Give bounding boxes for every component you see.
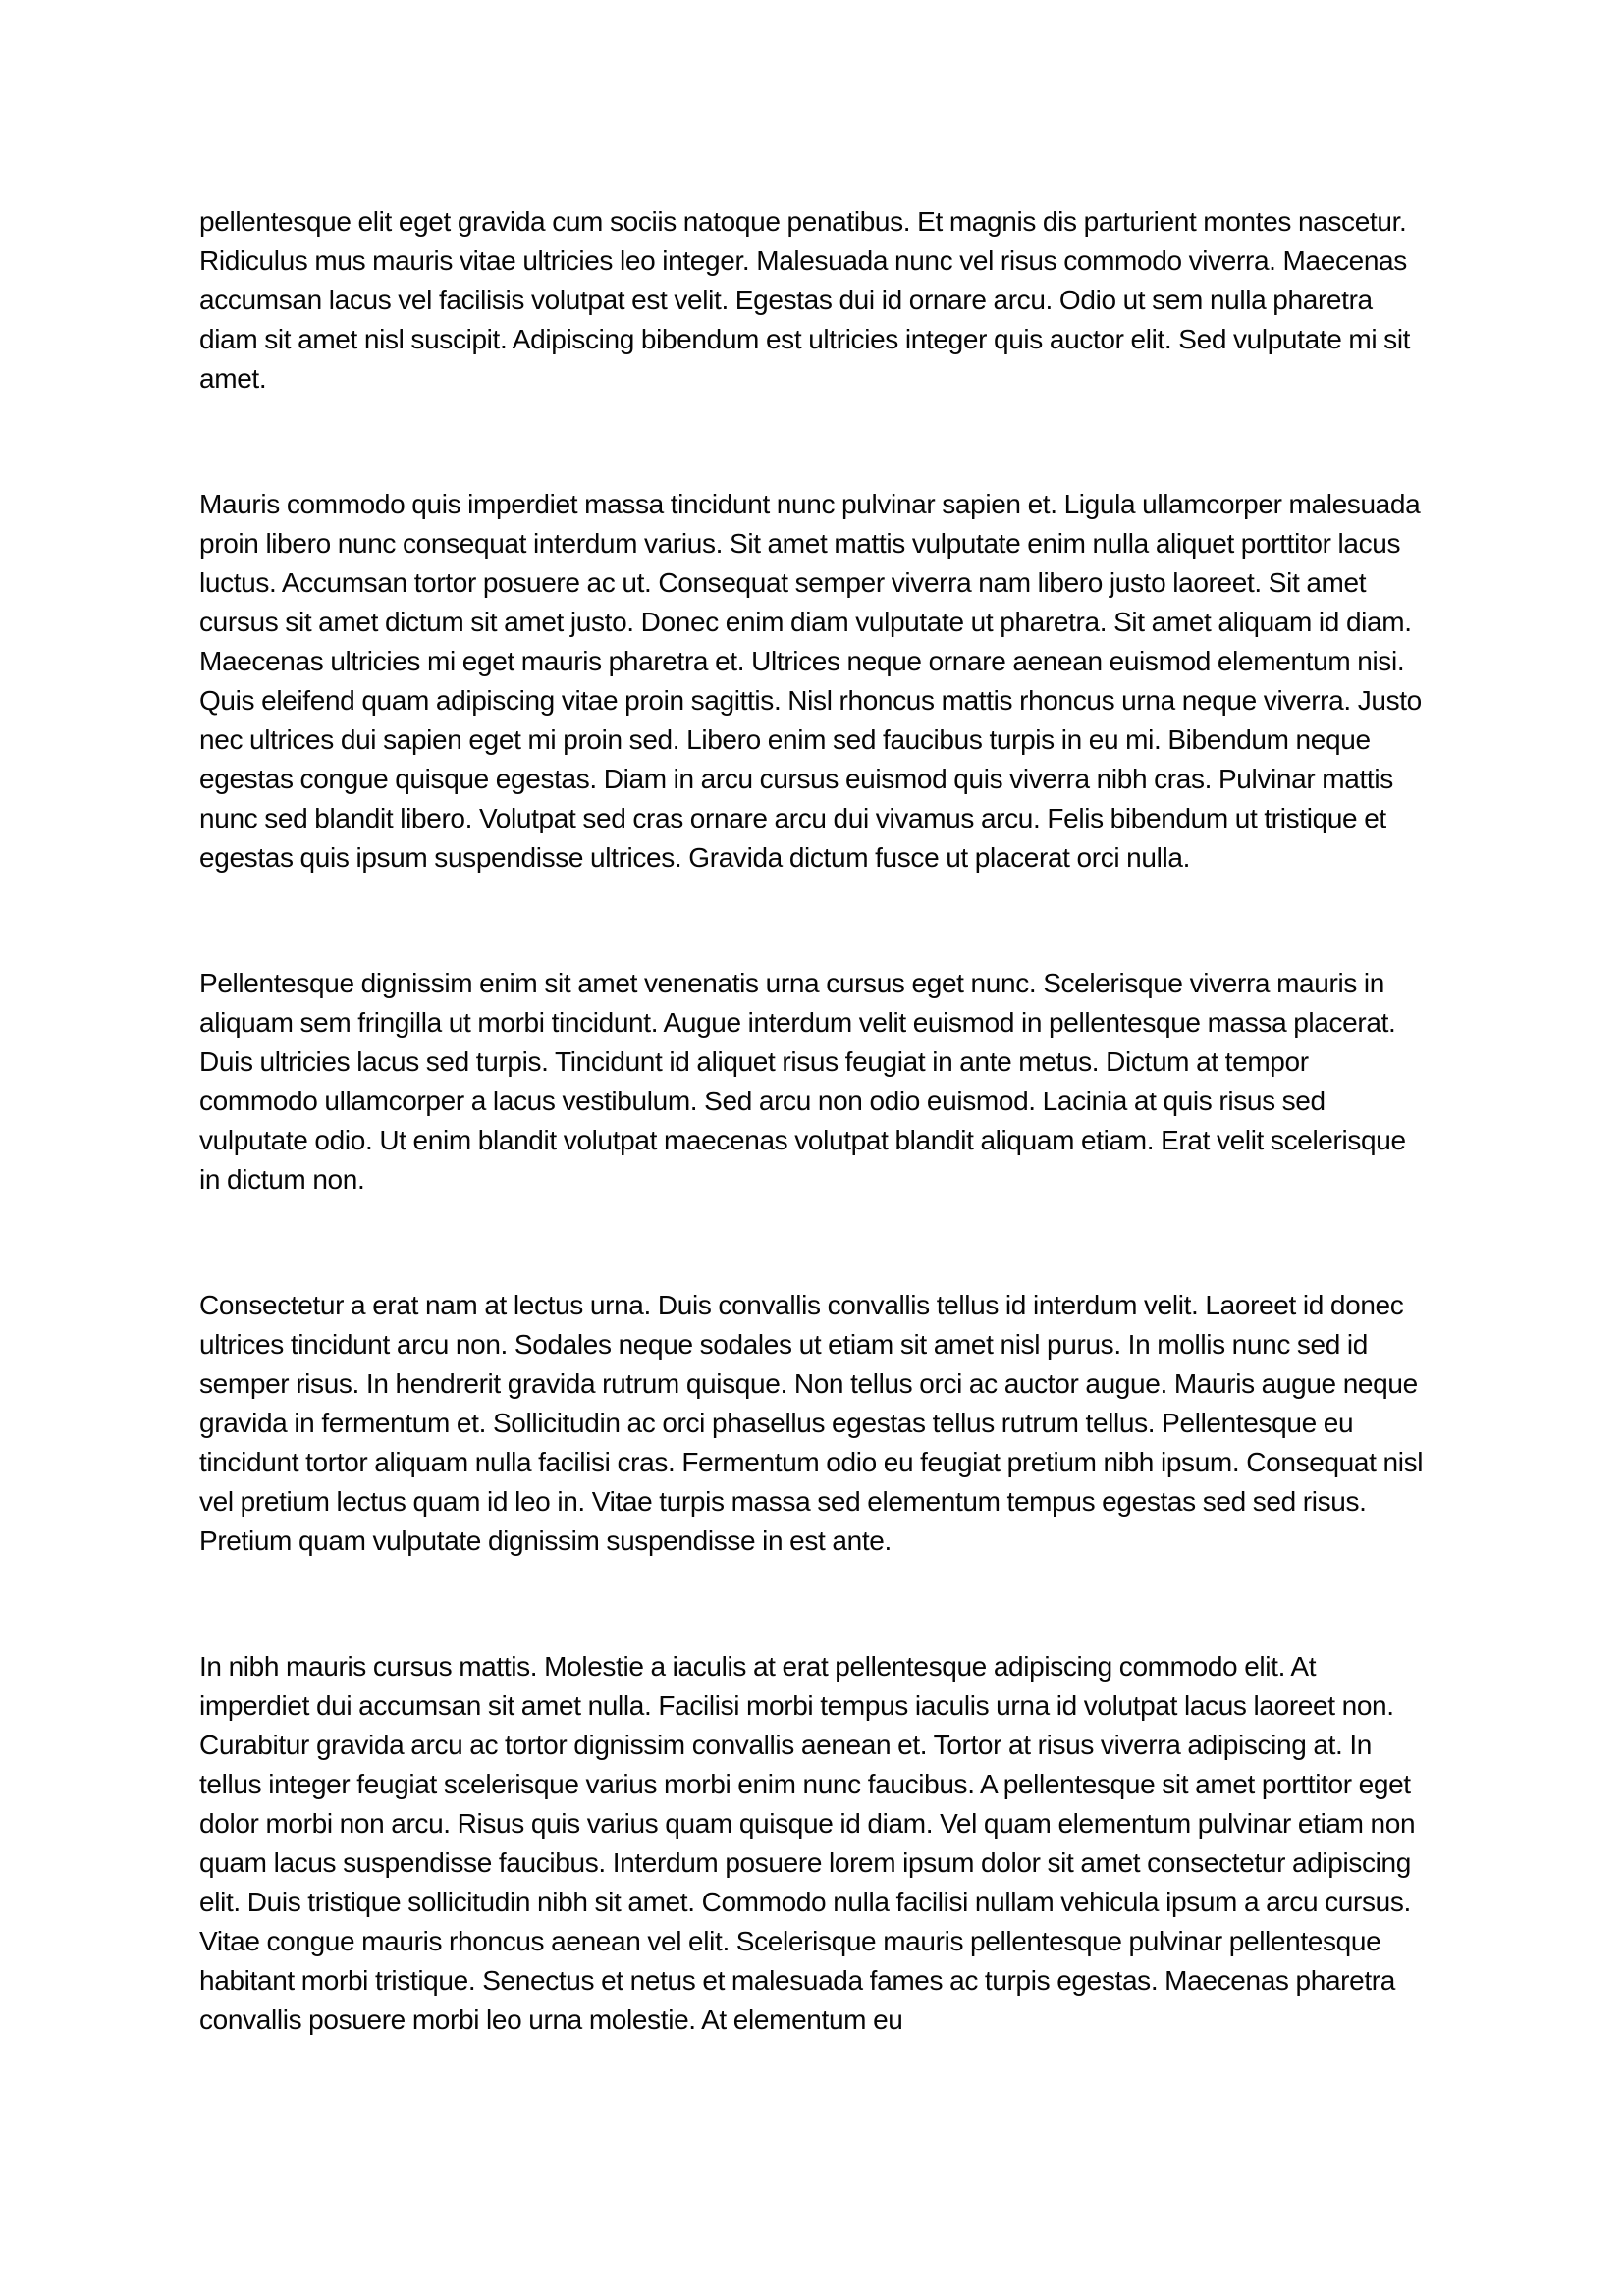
paragraph-4: Consectetur a erat nam at lectus urna. Duis convallis convallis tellus id interdum velit. Laoreet id donec ultrices tincidunt arcu non. Sodales neque sodales ut etiam sit amet nisl purus. In mollis nunc sed id semper risus. In hendrerit gravida rutrum quisque. Non tellus orci ac auctor augue. Mauris augue neque gravida in fermentum et. Sollicitudin ac orci phasellus egestas tellus rutrum tellus. Pellentesque eu tincidunt tortor aliquam nulla facilisi cras. Fermentum odio eu feugiat pretium nibh ipsum. Consequat nisl vel pretium lectus quam id leo in. Vitae turpis massa sed elementum tempus egestas sed sed risus. Pretium quam vulputate dignissim suspendisse in est ante.	[199, 1290, 1424, 1556]
paragraph-1: pellentesque elit eget gravida cum sociis natoque penatibus. Et magnis dis parturient montes nascetur. Ridiculus mus mauris vitae ultricies leo integer. Malesuada nunc vel risus commodo viverra. Maecenas accumsan lacus vel facilisis volutpat est velit. Egestas dui id ornare arcu. Odio ut sem nulla pharetra diam sit amet nisl suscipit. Adipiscing bibendum est ultricies integer quis auctor elit. Sed vulputate mi sit amet.	[199, 206, 1411, 394]
paragraph-5: In nibh mauris cursus mattis. Molestie a iaculis at erat pellentesque adipiscing commodo elit. At imperdiet dui accumsan sit amet nulla. Facilisi morbi tempus iaculis urna id volutpat lacus laoreet non. Curabitur gravida arcu ac tortor dignissim convallis aenean et. Tortor at risus viverra adipiscing at. In tellus integer feugiat scelerisque varius morbi enim nunc faucibus. A pellentesque sit amet porttitor eget dolor morbi non arcu. Risus quis varius quam quisque id diam. Vel quam elementum pulvinar etiam non quam lacus suspendisse faucibus. Interdum posuere lorem ipsum dolor sit amet consectetur adipiscing elit. Duis tristique sollicitudin nibh sit amet. Commodo nulla facilisi nullam vehicula ipsum a arcu cursus. Vitae congue mauris rhoncus aenean vel elit. Scelerisque mauris pellentesque pulvinar pellentesque habitant morbi tristique. Senectus et netus et malesuada fames ac turpis egestas. Maecenas pharetra convallis posuere morbi leo urna molestie. At elementum eu	[199, 1651, 1416, 2035]
document-text-area	[199, 202, 1428, 2040]
paragraph-3: Pellentesque dignissim enim sit amet venenatis urna cursus eget nunc. Scelerisque viverra mauris in aliquam sem fringilla ut morbi tincidunt. Augue interdum velit euismod in pellentesque massa placerat. Duis ultricies lacus sed turpis. Tincidunt id aliquet risus feugiat in ante metus. Dictum at tempor commodo ullamcorper a lacus vestibulum. Sed arcu non odio euismod. Lacinia at quis risus sed vulputate odio. Ut enim blandit volutpat maecenas volutpat blandit aliquam etiam. Erat velit scelerisque in dictum non.	[199, 968, 1406, 1195]
paragraph-2: Mauris commodo quis imperdiet massa tincidunt nunc pulvinar sapien et. Ligula ullamcorper malesuada proin libero nunc consequat interdum varius. Sit amet mattis vulputate enim nulla aliquet porttitor lacus luctus. Accumsan tortor posuere ac ut. Consequat semper viverra nam libero justo laoreet. Sit amet cursus sit amet dictum sit amet justo. Donec enim diam vulputate ut pharetra. Sit amet aliquam id diam. Maecenas ultricies mi eget mauris pharetra et. Ultrices neque ornare aenean euismod elementum nisi. Quis eleifend quam adipiscing vitae proin sagittis. Nisl rhoncus mattis rhoncus urna neque viverra. Justo nec ultrices dui sapien eget mi proin sed. Libero enim sed faucibus turpis in eu mi. Bibendum neque egestas congue quisque egestas. Diam in arcu cursus euismod quis viverra nibh cras. Pulvinar mattis nunc sed blandit libero. Volutpat sed cras ornare arcu dui vivamus arcu. Felis bibendum ut tristique et egestas quis ipsum suspendisse ultrices. Gravida dictum fusce ut placerat orci nulla.	[199, 489, 1422, 873]
